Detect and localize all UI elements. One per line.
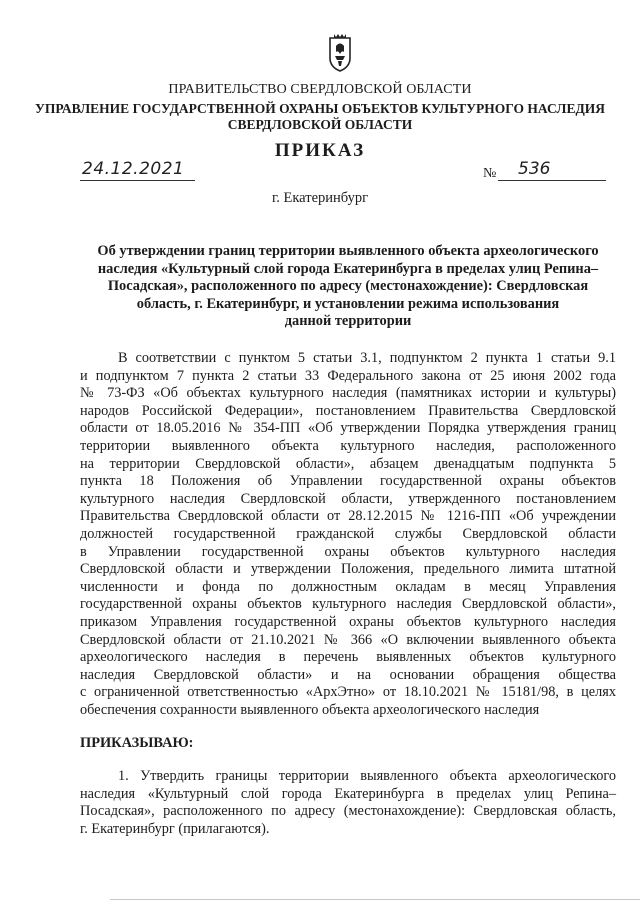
preamble-line: народов Российской Федерации», постановлением Правительства Свердловской (80, 402, 616, 419)
preamble-line: Свердловской области от 21.10.2021 № 366 «О включении выявленного объекта (80, 631, 616, 648)
item-line: 1. Утвердить границы территории выявленного объекта археологического (118, 768, 616, 784)
preamble-line: на территории Свердловской области», абзацем двенадцатым подпункта 5 (80, 455, 616, 472)
order-date: 24.12.2021 (80, 158, 195, 181)
order-number-label: № (483, 166, 497, 181)
preamble-line: № 73-ФЗ «Об объектах культурного наследия (памятниках истории и культуры) (80, 385, 616, 402)
preamble-line: с ограниченной ответственностью «АрхЭтно» от 18.10.2021 № 15181/98, в целях (80, 684, 616, 701)
order-heading (78, 243, 618, 331)
preamble-line: приказом Управления государственной охраны объектов культурного наследия (80, 613, 616, 630)
order-directive: ПРИКАЗЫВАЮ: (80, 735, 194, 751)
department-name-line-2: СВЕРДЛОВСКОЙ ОБЛАСТИ (227, 117, 413, 132)
preamble-line: государственной охраны объектов культурного наследия Свердловской области», (80, 596, 616, 613)
heading-line: область, г. Екатеринбург, и установлении режима использования (136, 295, 560, 312)
preamble-line: и подпунктом 7 пункта 2 статьи 33 Федерального закона от 25 июня 2002 года (80, 367, 616, 384)
document-type-title: ПРИКАЗ (274, 140, 366, 161)
preamble-line: археологического наследия в перечень выявленных объектов культурного (80, 649, 616, 666)
preamble-line: В соответствии с пунктом 5 статьи 3.1, подпунктом 2 пункта 1 статьи 9.1 (118, 350, 616, 366)
coat-of-arms-icon (327, 30, 353, 72)
preamble-line: культурного наследия Свердловской области, утвержденного постановлением (80, 490, 616, 507)
order-item-1 (80, 768, 616, 838)
preamble-line: Свердловской области и утверждении Положения, предельного лимита штатной (80, 561, 616, 578)
page-bottom-divider (110, 899, 640, 900)
heading-line: наследия «Культурный слой города Екатеринбурга в пределах улиц Репина– (97, 260, 599, 277)
item-line: г. Екатеринбург (прилагаются). (80, 820, 270, 837)
item-line: наследия «Культурный слой города Екатеринбурга в пределах улиц Репина– (80, 785, 616, 802)
preamble-line: в Управлении государственной охраны объектов культурного наследия (80, 543, 616, 560)
government-name: ПРАВИТЕЛЬСТВО СВЕРДЛОВСКОЙ ОБЛАСТИ (168, 82, 472, 97)
preamble-line: пункта 18 Положения об Управлении государственной охраны объектов (80, 473, 616, 490)
preamble-line: численности и фонда по должностным окладам в месяц Управления (80, 578, 616, 595)
preamble-paragraph (80, 350, 616, 719)
city-name: г. Екатеринбург (271, 190, 369, 206)
preamble-line: территории выявленного объекта культурного наследия, расположенного (80, 437, 616, 454)
heading-line: Об утверждении границ территории выявленного объекта археологического (97, 243, 599, 259)
preamble-line: должностей государственной гражданской службы Свердловской области (80, 525, 616, 542)
heading-line: Посадская», расположенного по адресу (местонахождение): Свердловская (107, 278, 589, 294)
preamble-line: обеспечения сохранности выявленного объекта археологического наследия (80, 701, 540, 718)
preamble-line: наследия Свердловской области» и на основании обращения общества (80, 666, 616, 683)
department-name-line-1: УПРАВЛЕНИЕ ГОСУДАРСТВЕННОЙ ОХРАНЫ ОБЪЕКТОВ КУЛЬТУРНОГО НАСЛЕДИЯ (34, 101, 606, 116)
item-line: Посадская», расположенного по адресу (местонахождение): Свердловская область, (80, 803, 616, 820)
preamble-line: области от 18.05.2016 № 354-ПП «Об утверждении Порядка утверждения границ (80, 420, 616, 437)
heading-line: данной территории (284, 313, 412, 329)
order-number: 536 (498, 158, 606, 181)
preamble-line: Правительства Свердловской области от 28.12.2015 № 1216-ПП «Об учреждении (80, 508, 616, 525)
